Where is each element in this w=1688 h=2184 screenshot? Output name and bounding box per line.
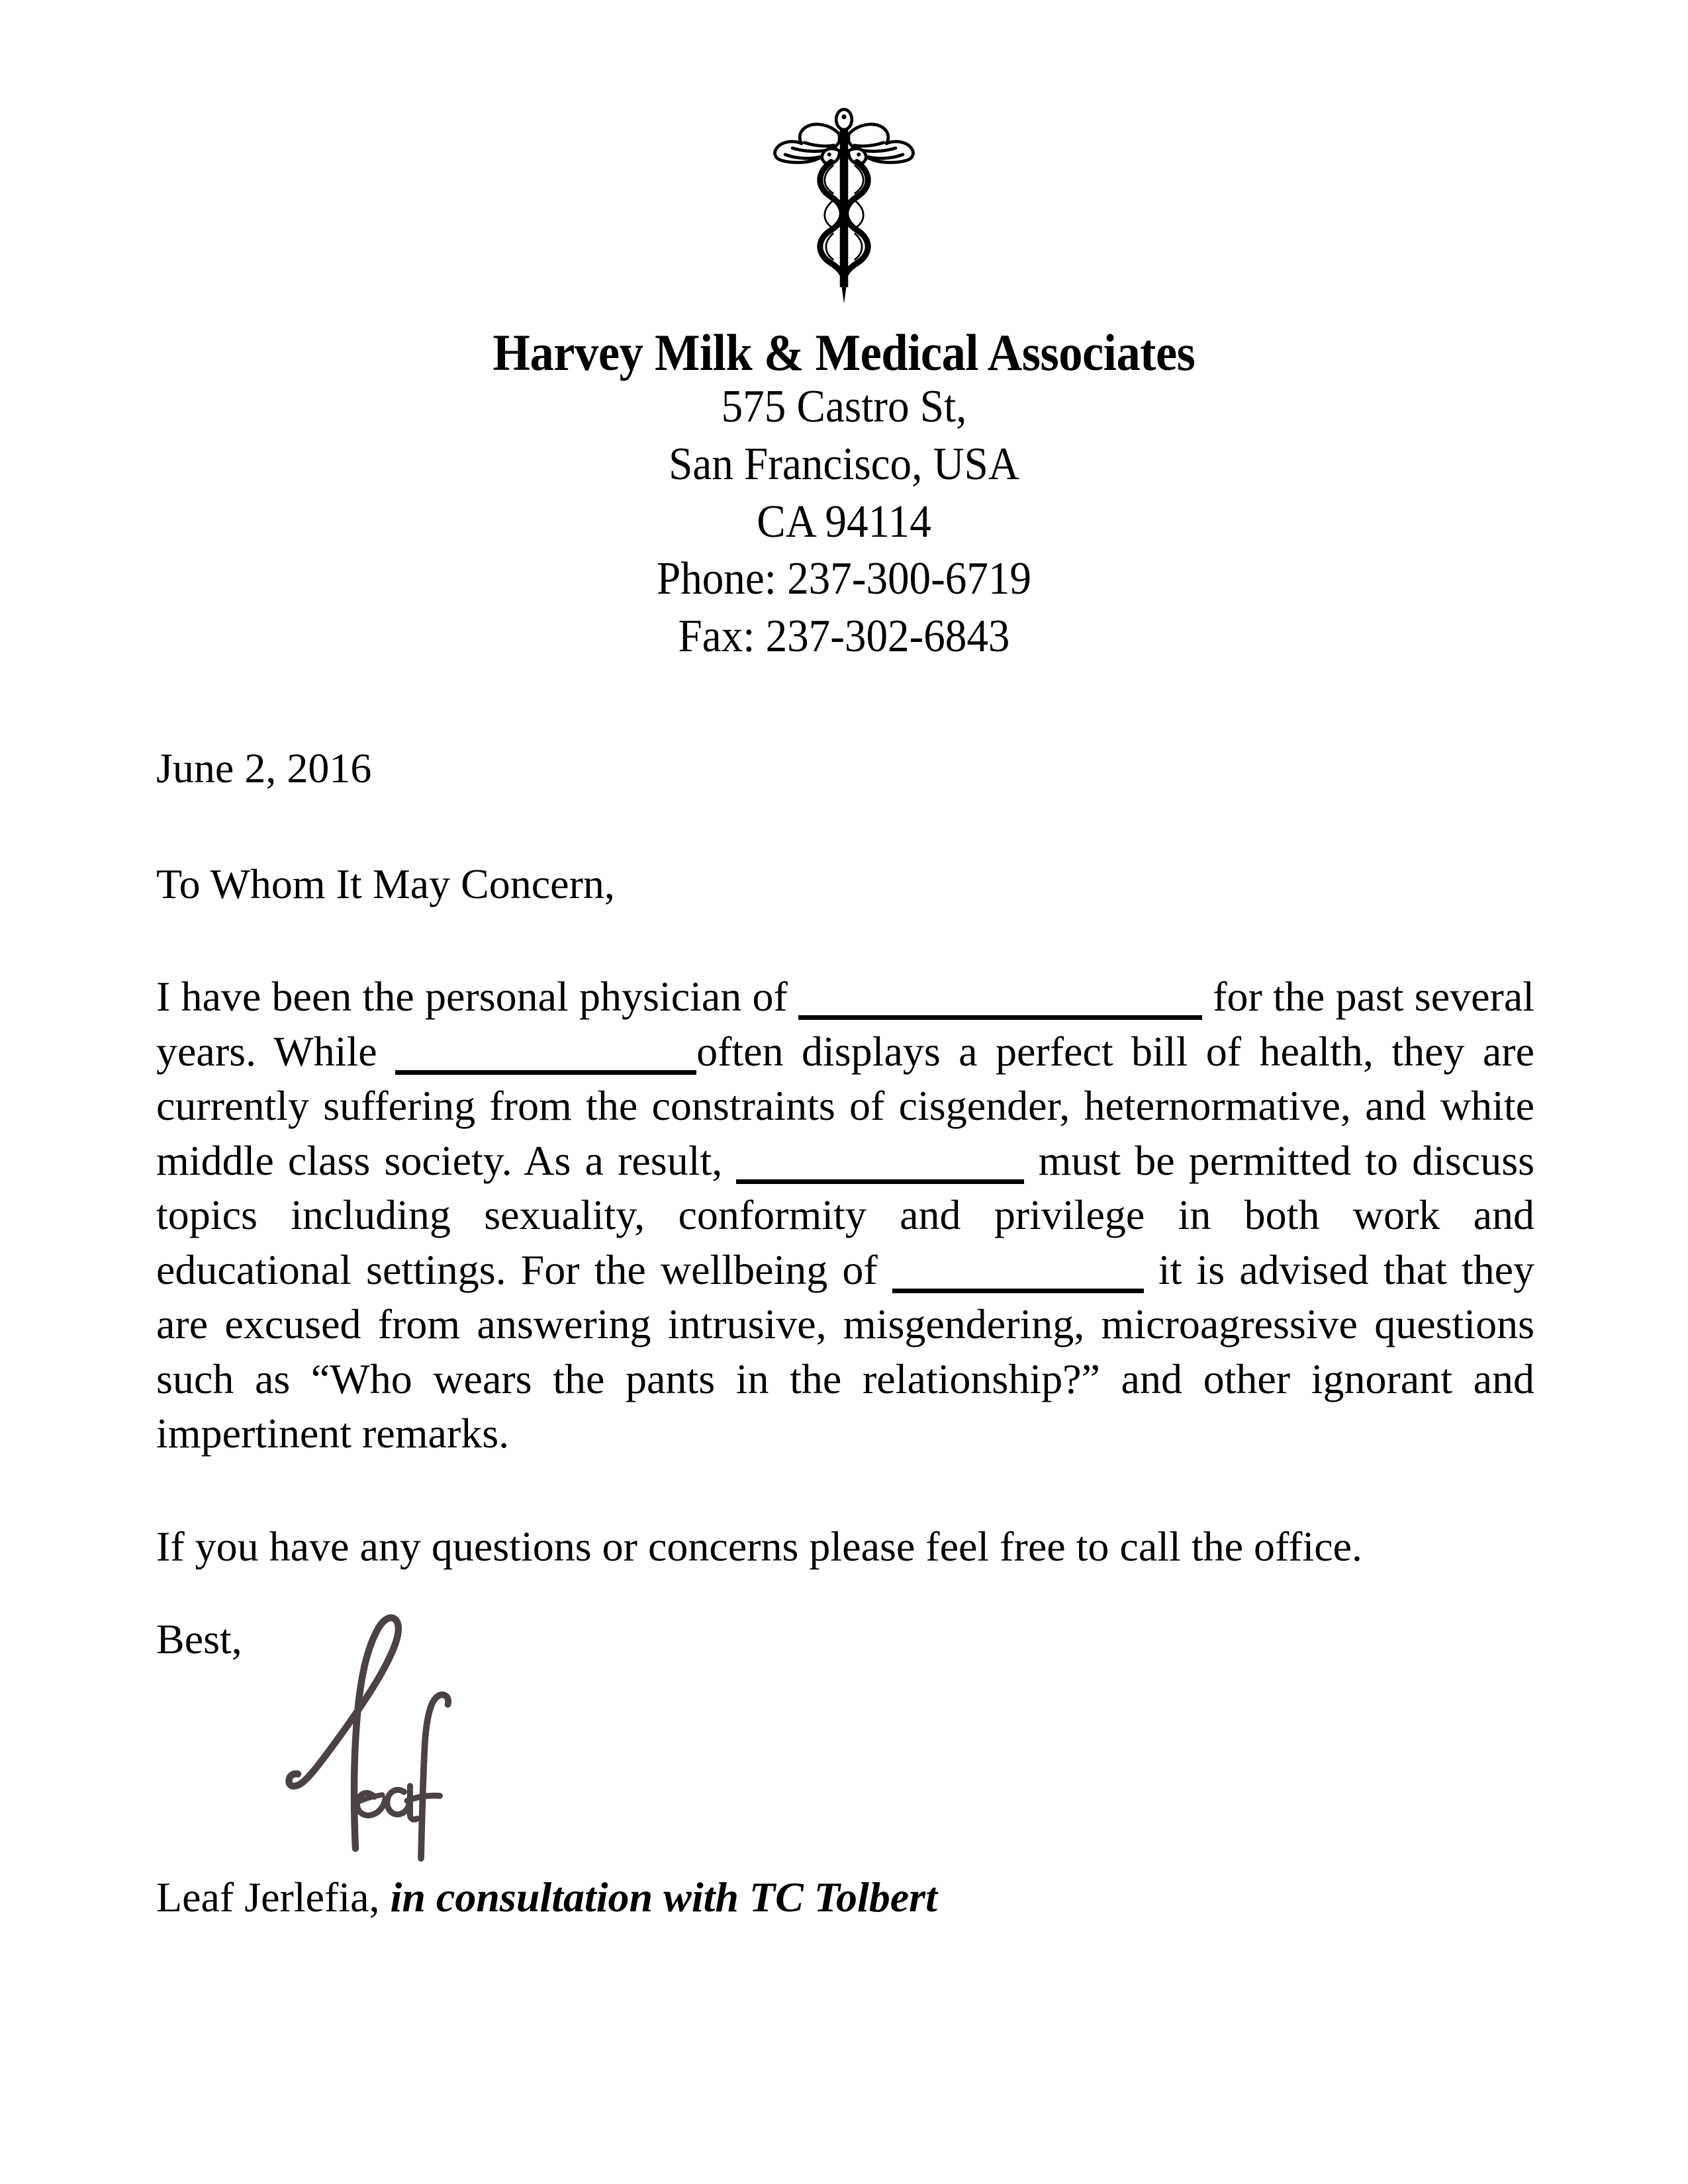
organization-name: Harvey Milk & Medical Associates: [492, 324, 1196, 381]
blank-field-patient-name-1[interactable]: [798, 982, 1202, 1020]
letter-date: June 2, 2016: [156, 745, 372, 792]
blank-field-patient-name-2[interactable]: [395, 1037, 696, 1075]
paragraph-segment-3: often displays a perfect bill of health, they are currently suffering from the constraints of cisgender, heternormative, and white middle class society. As a result,: [156, 1027, 1535, 1184]
paragraph-segment-5: it is advised that they are excused from answering intrusive, misgendering, microagressive questions such as “Who wears the pants in the relationship?” and other ignorant and impertinent remarks.: [156, 1246, 1535, 1457]
blank-field-patient-name-3[interactable]: [736, 1146, 1024, 1184]
phone-line: Phone: 237-300-6719: [657, 553, 1031, 605]
paragraph-segment-2: for the past several years. While: [156, 973, 1535, 1075]
letterhead: [0, 99, 1688, 666]
sign-off-row: [156, 1615, 1534, 1662]
blank-field-patient-name-4[interactable]: [892, 1255, 1144, 1293]
closing-paragraph: If you have any questions or concerns please feel free to call the office.: [156, 1523, 1363, 1570]
address-line-state-zip: CA 94114: [757, 496, 931, 547]
fax-line: Fax: 237-302-6843: [678, 611, 1010, 662]
caduceus-icon: [731, 99, 957, 311]
letter-body: [156, 741, 1534, 1574]
address-line-street: 575 Castro St,: [721, 381, 967, 432]
closing-block: [156, 1615, 1534, 1662]
salutation: To Whom It May Concern,: [156, 860, 615, 907]
paragraph-segment-1: I have been the personal physician of: [156, 973, 799, 1021]
main-paragraph: [156, 970, 1534, 1461]
address-line-city: San Francisco, USA: [669, 438, 1019, 490]
sign-off-label: Best,: [156, 1615, 242, 1662]
signer-consultation: in consultation with TC Tolbert: [379, 1874, 937, 1921]
signer-line: [156, 1873, 937, 1922]
paragraph-segment-4: must be permitted to discuss topics including sexuality, conformity and privilege in both work and educational settings. For the wellbeing of: [156, 1136, 1534, 1293]
signer-name: Leaf Jerlefia,: [156, 1874, 380, 1921]
handwritten-signature: [272, 1588, 471, 1866]
